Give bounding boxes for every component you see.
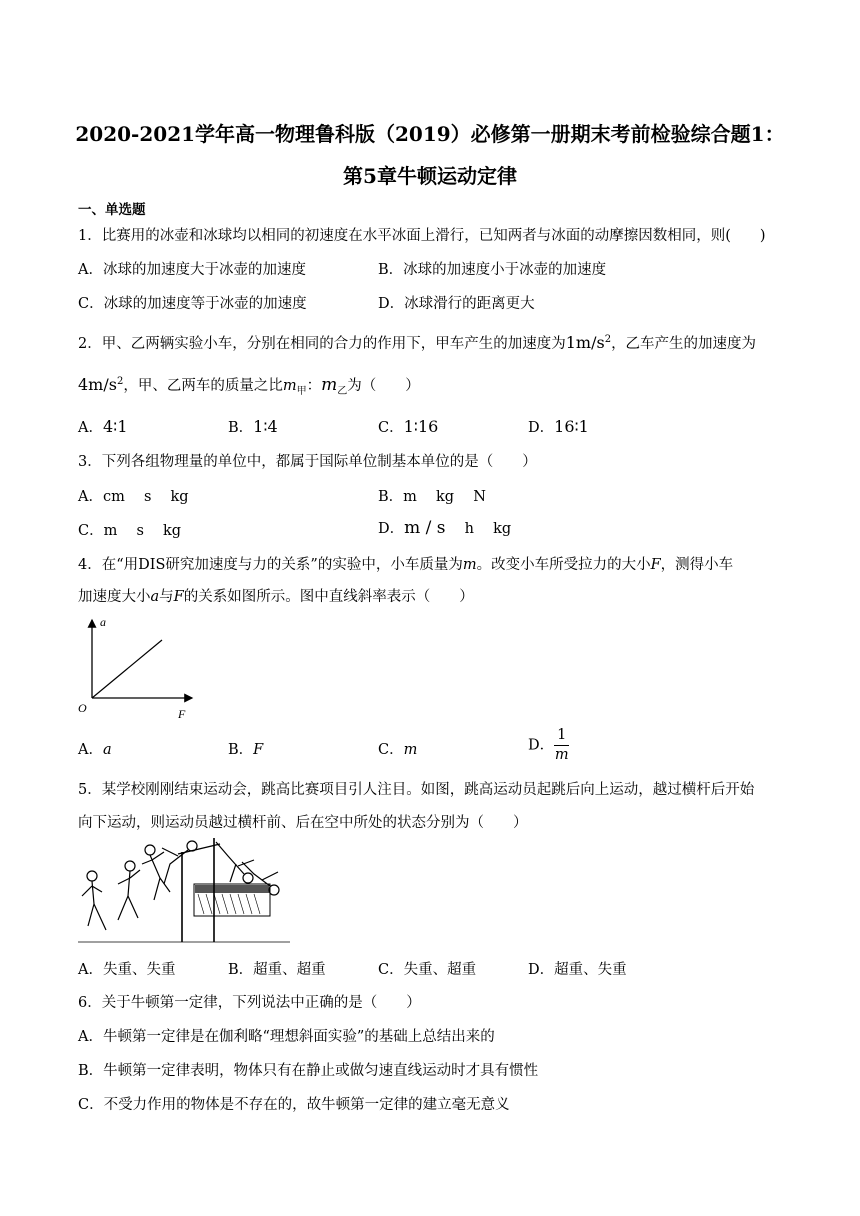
q1-option-c: C．冰球的加速度等于冰壶的加速度 [78,296,307,312]
high-jump-illustration [78,834,290,946]
q1-option-d: D．冰球滑行的距离更大 [378,296,535,312]
q5-option-c: C．失重、超重 [378,962,477,978]
q4-option-c: C．m [378,742,418,758]
graph-x-label: F [178,707,186,721]
q2-option-d: D．16∶1 [528,417,589,436]
q3-stem: 3．下列各组物理量的单位中，都属于国际单位制基本单位的是（ ） [78,454,537,470]
fraction-one-over-m: $\frac{1}{m}$ [554,727,569,763]
q6-stem: 6．关于牛顿第一定律，下列说法中正确的是（ ） [78,995,421,1011]
q4-stem-line-1: 4．在“用DIS研究加速度与力的关系”的实验中，小车质量为m。改变小车所受拉力的大小F，测得小车 [78,557,734,573]
q6-option-c: C．不受力作用的物体是不存在的，故牛顿第一定律的建立毫无意义 [78,1097,510,1113]
q2-option-a: A．4∶1 [78,417,128,436]
q5-option-a: A．失重、失重 [78,962,176,978]
q2-acc-2: 4m/s [78,375,117,394]
q2-option-c: C．1∶16 [378,417,439,436]
q5-option-d: D．超重、失重 [528,962,627,978]
q4-option-a: A．a [78,742,112,758]
q2-option-b: B．1∶4 [228,417,278,436]
q1-option-b: B．冰球的加速度小于冰壶的加速度 [378,262,607,278]
q5-stem-line-2: 向下运动，则运动员越过横杆前、后在空中所处的状态分别为（ ） [78,815,528,831]
graph-line [92,640,162,698]
graph-y-label: a [100,615,106,629]
title-line-1: 2020-2021学年高一物理鲁科版（2019）必修第一册期末考前检验综合题1： [75,122,785,146]
q4-option-d: D． $\frac{1}{m}$ [528,727,569,763]
q6-option-a: A．牛顿第一定律是在伽利略“理想斜面实验”的基础上总结出来的 [78,1029,495,1045]
q3-option-b: B．m kg N [378,489,486,505]
q5-option-b: B．超重、超重 [228,962,326,978]
q6-option-b: B．牛顿第一定律表明，物体只有在静止或做匀速直线运动时才具有惯性 [78,1063,539,1079]
q4-graph [74,612,204,724]
q1-option-a: A．冰球的加速度大于冰壶的加速度 [78,262,306,278]
q2-acc-1: 1m/s [565,333,605,352]
section-heading: 一、单选题 [78,202,146,218]
q2-stem-line-1: 2．甲、乙两辆实验小车，分别在相同的合力的作用下，甲车产生的加速度为$1m/s^2$，乙车产生的加速度为 [78,333,757,352]
q5-stem-line-1: 5．某学校刚刚结束运动会，跳高比赛项目引人注目。如图，跳高运动员起跳后向上运动，越过横杆后开始 [78,782,755,798]
q2-stem-line-2: $4m/s^2$，甲、乙两车的质量之比$m_甲$：$m_乙$为（ ） [78,375,420,397]
q3-option-a: A．cm s kg [78,489,189,505]
graph-origin-label: O [78,701,87,715]
q1-stem: 1．比赛用的冰壶和冰球均以相同的初速度在水平冰面上滑行，已知两者与冰面的动摩擦因数相同，则( ) [78,228,766,244]
q3-option-d: D．m / s h kg [378,518,512,538]
q4-stem-line-2: 加速度大小a与F的关系如图所示。图中直线斜率表示（ ） [78,589,474,605]
q4-option-b: B．F [228,742,264,758]
title-line-2: 第5章牛顿运动定律 [343,164,517,188]
q3-option-c: C．m s kg [78,523,182,539]
